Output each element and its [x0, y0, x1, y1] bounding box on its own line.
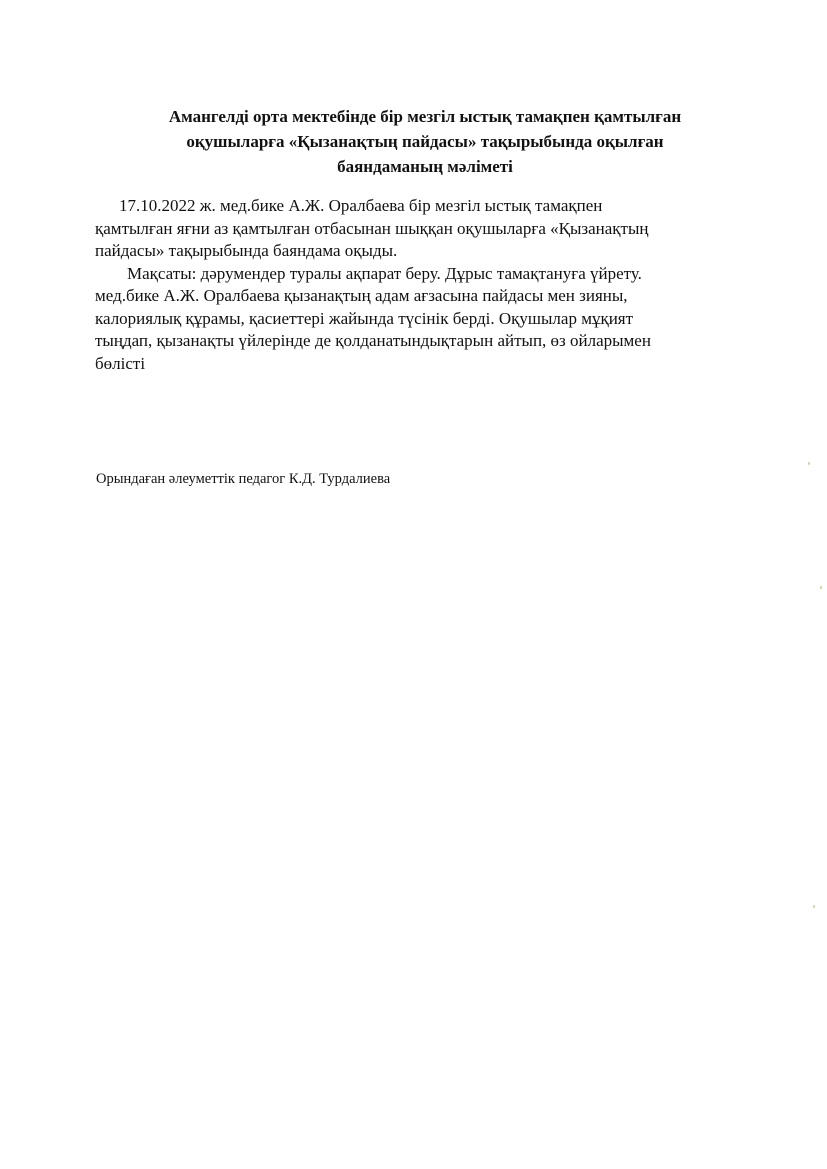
paragraph-line: калориялық құрамы, қасиеттері жайында түсінік берді. Оқушылар мұқият — [95, 308, 634, 328]
title-line: оқушыларға «Қызанақтың пайдасы» тақырыбында оқылған — [186, 132, 664, 151]
paragraph-event — [95, 195, 755, 263]
paragraph-line: Мақсаты: дәрумендер туралы ақпарат беру. Дұрыс тамақтануға үйрету. — [127, 263, 642, 283]
paragraph-line: бөлісті — [95, 353, 146, 373]
title-line: Амангелді орта мектебінде бір мезгіл ыстық тамақпен қамтылған — [168, 107, 682, 126]
document-body — [95, 195, 755, 375]
scan-speck — [808, 462, 810, 465]
paragraph-purpose — [95, 263, 755, 376]
scan-speck — [820, 586, 822, 589]
paragraph-line: қамтылған яғни аз қамтылған отбасынан шыққан оқушыларға «Қызанақтың — [95, 218, 649, 238]
scan-speck — [813, 905, 815, 908]
paragraph-line: 17.10.2022 ж. мед.бике А.Ж. Оралбаева бір мезгіл ыстық тамақпен — [119, 196, 603, 215]
paragraph-line: мед.бике А.Ж. Оралбаева қызанақтың адам ағзасына пайдасы мен зияны, — [95, 286, 628, 305]
paragraph-line: тыңдап, қызанақты үйлерінде де қолданатындықтарын айтып, өз ойларымен — [95, 331, 651, 350]
signature-line: Орындаған әлеуметтік педагог К.Д. Турдалиева — [96, 471, 391, 487]
document-title — [95, 104, 755, 179]
paragraph-line: пайдасы» тақырыбында баяндама оқыды. — [95, 241, 398, 260]
title-line: баяндаманың мәліметі — [337, 157, 513, 176]
